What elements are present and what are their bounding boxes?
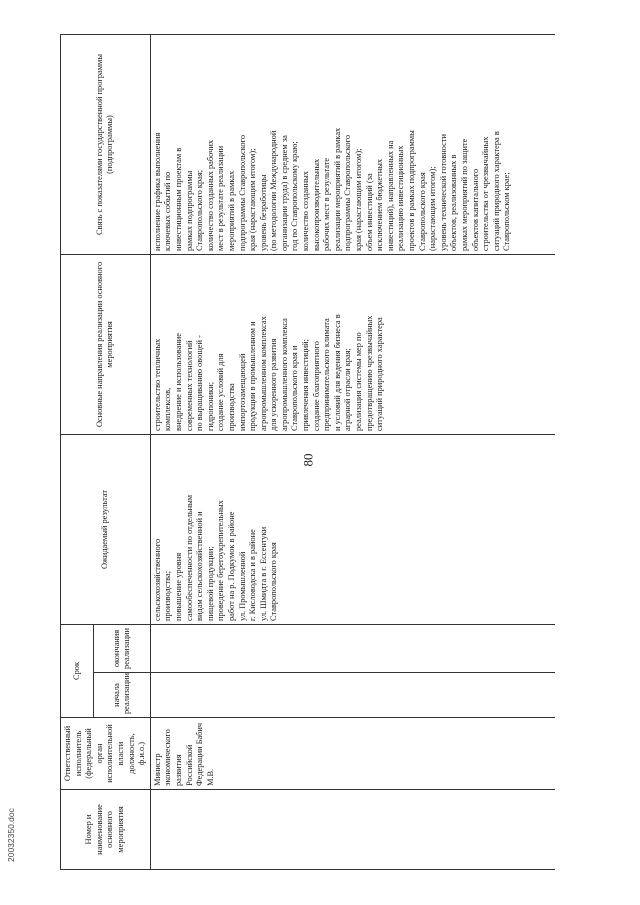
document-filename: 20032350.doc: [6, 808, 16, 862]
header-responsible: Ответственный исполнитель (федеральный орган исполнительной власти должность, ф.и.о.): [61, 718, 151, 790]
cell-main-directions: строительство тепличных комплексов, внедрение и использование современных технологий по выращиванию овощей - гидропоники; создание условий для производства импортозамещающей продукции в промышленном и агропромышленном комплексах для ускоренного развития агропромышленного комплекса Ставропольского края и привлечения инвестиций; создание благоприятного предпринимательского климата и условий для ведения бизнеса в аграрной отрасли края; реализация системы мер по предотвращению чрезвычайных ситуаций природного характера: [150, 255, 555, 435]
cell-number-name: [150, 790, 555, 870]
rotated-table-sheet: [60, 35, 570, 870]
table-row: [150, 35, 555, 870]
header-number-name: Номер и наименование основного мероприятия: [61, 790, 151, 870]
header-term-start: начала реализации: [94, 673, 150, 718]
cell-responsible: Министр экономического развития Российской Федерации Бабич М.В.: [150, 718, 555, 790]
header-link-indicators: Связь с показателями государственной программы (подпрограммы): [61, 35, 151, 255]
cell-expected-result: сельскохозяйственного производства; повышение уровня самообеспеченности по отдельным видам сельскохозяйственной и пищевой продукции; проведение берегоукрепительных работ на р. Подкумок в районе ул. Промышленной г. Кисловодска и в районе ул. Шмидта в г. Ессентуки Ставропольского края: [150, 435, 555, 625]
header-expected-result: Ожидаемый результат: [61, 435, 151, 625]
header-main-directions: Основные направления реализации основного мероприятия: [61, 255, 151, 435]
program-table: [60, 34, 555, 870]
page-number: 80: [300, 453, 316, 467]
cell-term-end: [150, 625, 555, 673]
cell-link-indicators: исполнение графика выполнения ключевых событий по инвестиционным проектам в рамках подпрограммы Ставропольского края; количество созданных рабочих мест в результате реализации мероприятий в рамках подпрограммы Ставропольского края (нарастающим итогом); уровень безработицы (по методологии Международной организации труда) в среднем за год по Ставропольскому краю; количество созданных высокопроизводительных рабочих мест в результате реализации мероприятий в рамках подпрограммы Ставропольского края (нарастающим итогом); объем инвестиций (за исключением бюджетных инвестиций), направленных на реализацию инвестиционных проектов в рамках подпрограммы Ставропольского края (нарастающим итогом); уровень технической готовности объектов, реализованных в рамках мероприятий по защите объектов капитального строительства от чрезвычайных ситуаций природного характера в Ставропольском крае;: [150, 35, 555, 255]
header-term: Срок: [61, 625, 94, 718]
header-term-end: окончания реализации: [94, 625, 150, 673]
cell-term-start: [150, 673, 555, 718]
